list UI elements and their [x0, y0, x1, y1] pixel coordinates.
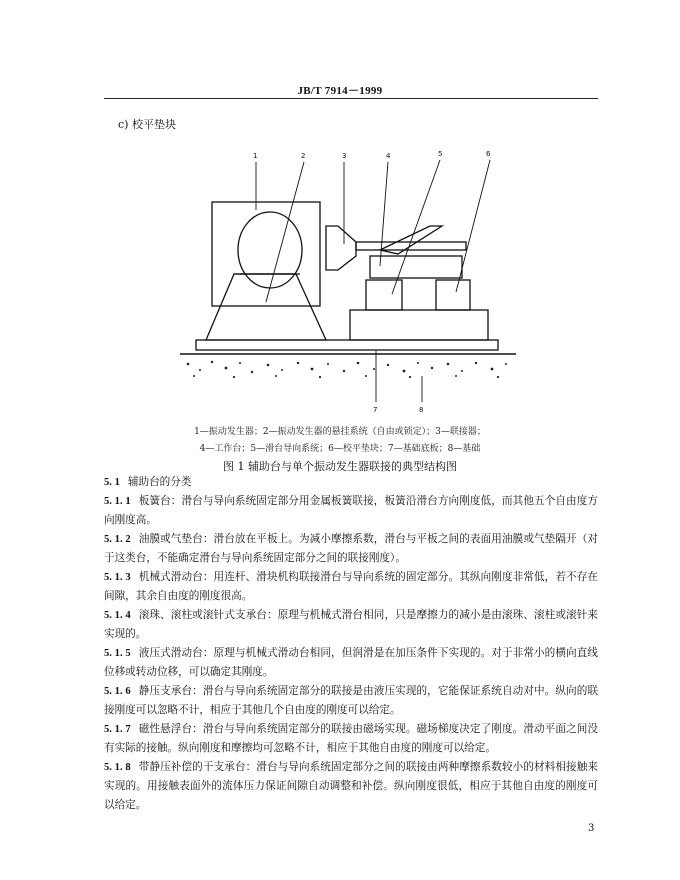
section-text: 磁性悬浮台：滑台与导向系统固定部分的联接由磁场实现。磁场梯度决定了刚度。滑动平面之间没有实际的接触。纵向刚度和摩擦均可忽略不计，相应于其他自由度的刚度可以给定。 [104, 723, 599, 754]
figure-legend-line-1: 1—振动发生器；2—振动发生器的悬挂系统（自由或锁定）；3—联接器； [194, 427, 486, 437]
figure-legend-line-2: 4—工作台；5—滑台导向系统；6—校平垫块；7—基础底板；8—基础 [199, 444, 481, 454]
section-number: 5. 1. 5 [104, 648, 131, 659]
section-text: 滚珠、滚柱或滚针式支承台：原理与机械式滑台相同，只是摩擦力的减小是由滚珠、滚柱或滚针来实现的。 [104, 609, 599, 640]
section-5-1-3 [104, 568, 598, 606]
section-number: 5. 1. 8 [104, 762, 131, 773]
section-text: 机械式滑动台：用连杆、滑块机构联接滑台与导向系统的固定部分。其纵向刚度非常低，若不存在间隙，其余自由度的刚度很高。 [104, 571, 599, 602]
figure-caption: 图 1 辅助台与单个振动发生器联接的典型结构图 [223, 460, 457, 473]
section-text: 辅助台的分类 [127, 476, 192, 488]
section-5-1-5 [104, 644, 598, 682]
section-5-1-1 [104, 492, 598, 530]
base-plate [350, 310, 488, 340]
section-number: 5. 1. 6 [104, 686, 131, 697]
foundation-slab [196, 340, 498, 350]
section-5-1-8 [104, 758, 598, 815]
section-5-1-2 [104, 530, 598, 568]
section-text: 带静压补偿的干支承台：滑台与导向系统固定部分之间的联接由两种摩擦系数较小的材料相接触来实现的。用接触表面外的流体压力保证间隙自动调整和补偿。纵向刚度很低，相应于其他自由度的刚度可以给定。 [104, 761, 599, 811]
suspension-system [206, 274, 326, 340]
section-number: 5. 1. 4 [104, 610, 131, 621]
section-number: 5. 1 [104, 477, 120, 488]
section-5-1-4 [104, 606, 598, 644]
part-label-5: 5 [438, 150, 443, 158]
section-text: 油膜或气垫台：滑台放在平板上。为减小摩擦系数，滑台与平板之间的表面用油膜或气垫隔开（对于这类台，不能确定滑台与导向系统固定部分之间的联接刚度）。 [104, 533, 599, 564]
section-number: 5. 1. 7 [104, 724, 131, 735]
section-5-1-7 [104, 720, 598, 758]
part-label-8: 8 [419, 406, 424, 414]
section-5-1 [104, 473, 598, 492]
armature [238, 212, 302, 288]
section-text: 板簧台：滑台与导向系统固定部分用金属板簧联接，板簧沿滑台方向刚度低，而其他五个自由度方向刚度高。 [104, 495, 599, 526]
structure-diagram [160, 146, 530, 422]
part-label-4: 4 [386, 152, 391, 160]
subheading: c) 校平垫块 [118, 118, 176, 131]
part-label-6: 6 [486, 150, 491, 158]
header-rule [104, 98, 598, 99]
leveling-pad-right [436, 280, 470, 310]
section-5-1-6 [104, 682, 598, 720]
section-number: 5. 1. 1 [104, 496, 131, 507]
section-text: 静压支承台：滑台与导向系统固定部分的联接是由液压实现的，它能保证系统自动对中。纵向的联接刚度可以忽略不计，相应于其他几个自由度的刚度可以给定。 [104, 685, 599, 716]
leveling-pad-left [366, 280, 402, 310]
page-number: 3 [588, 823, 595, 834]
section-text: 液压式滑动台：原理与机械式滑动台相同，但润滑是在加压条件下实现的。对于非常小的横向直线位移或转动位移，可以确定其刚度。 [104, 647, 599, 678]
part-label-2: 2 [301, 152, 306, 160]
part-label-3: 3 [342, 152, 347, 160]
part-label-7: 7 [373, 406, 378, 414]
guide-block [370, 256, 462, 278]
connector [326, 226, 356, 270]
section-number: 5. 1. 2 [104, 534, 131, 545]
document-header: JB/T 7914－1999 [297, 85, 383, 97]
section-number: 5. 1. 3 [104, 572, 131, 583]
part-label-1: 1 [253, 152, 258, 160]
